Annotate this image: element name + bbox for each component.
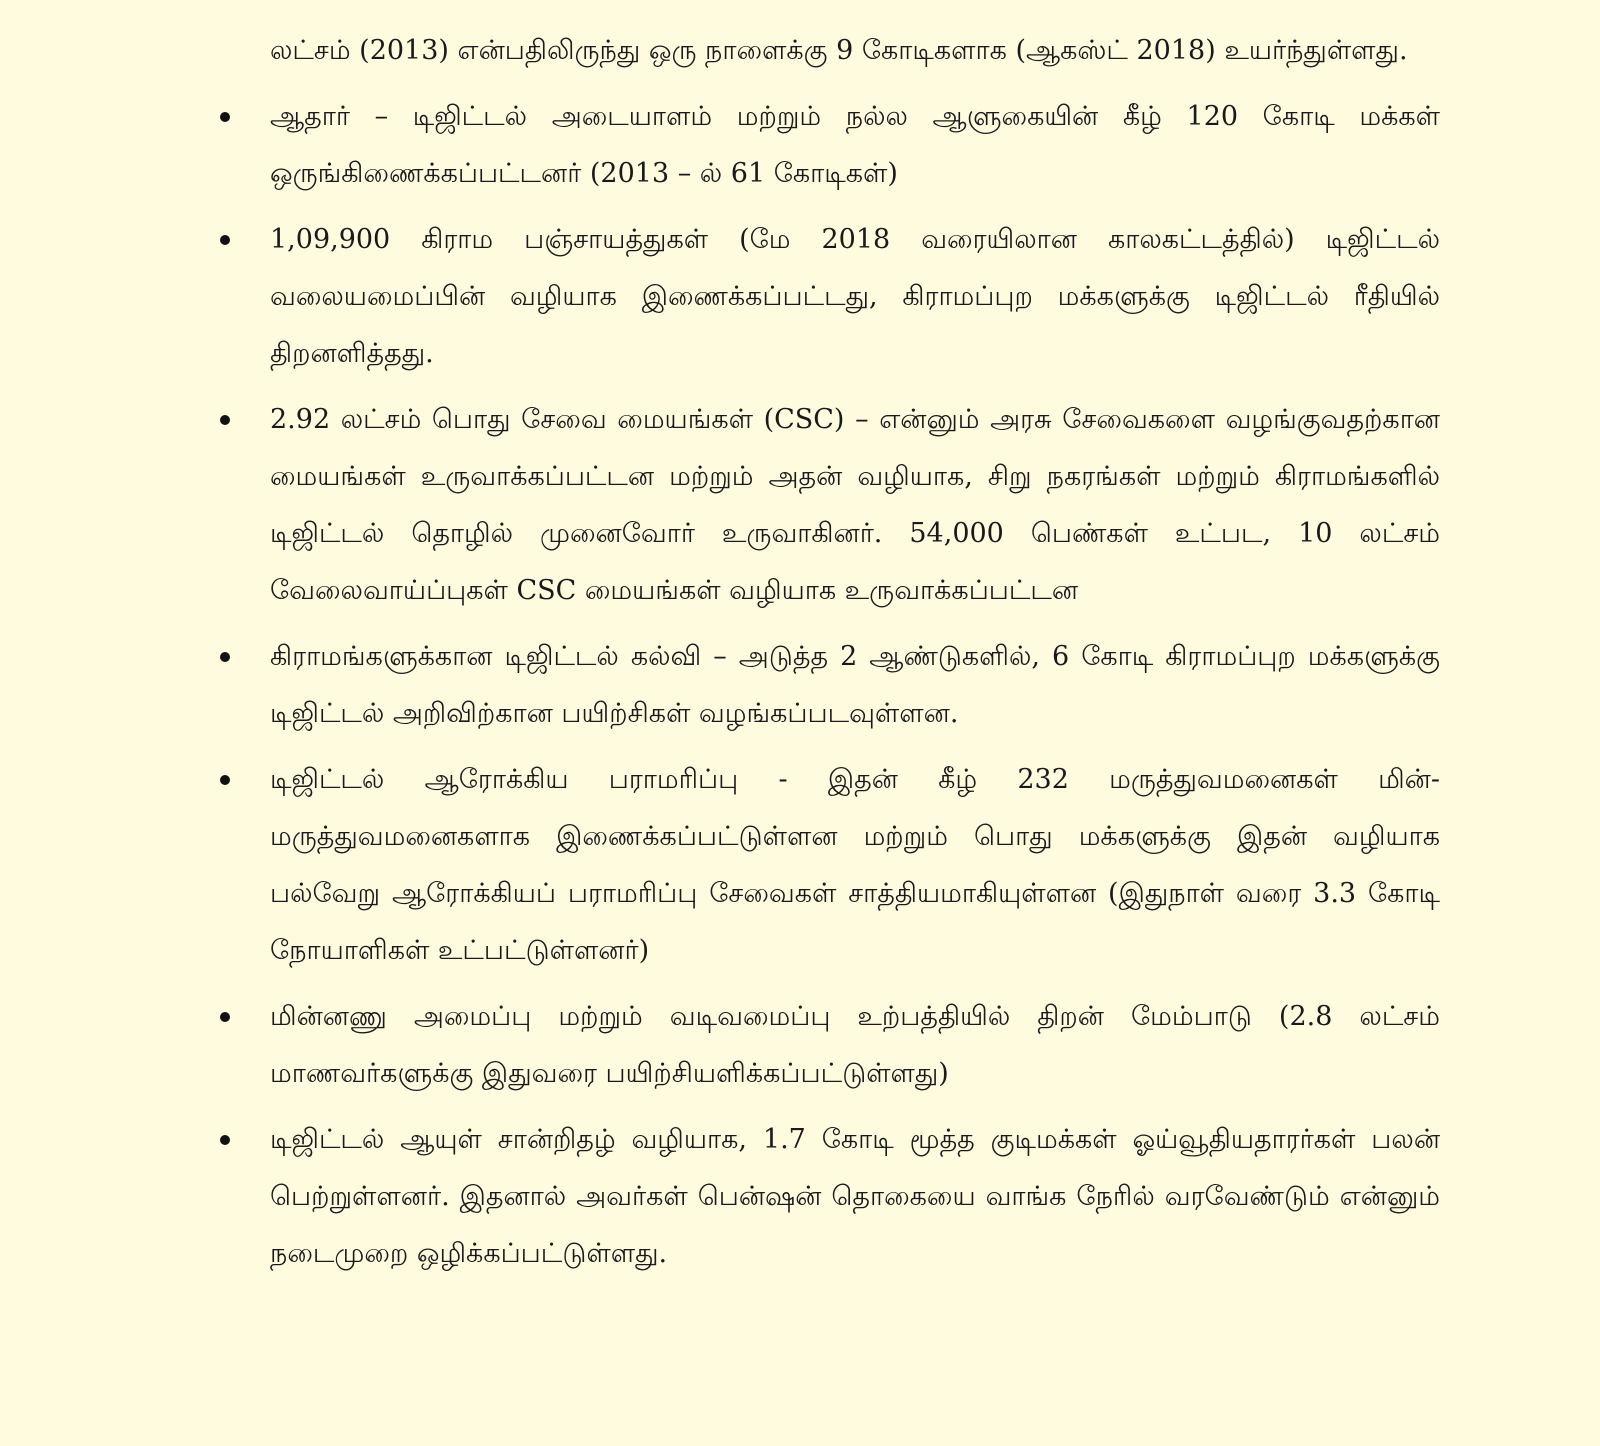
bullet-dot-icon (220, 415, 230, 425)
bullet-dot-icon (220, 235, 230, 245)
bullet-text: 2.92 லட்சம் பொது சேவை மையங்கள் (CSC) – என்னும் அரசு சேவைகளை வழங்குவதற்கான மையங்கள் உருவாக்கப்பட்டன மற்றும் அதன் வழியாக, சிறு நகரங்கள் மற்றும் கிராமங்களில் டிஜிட்டல் தொழில் முனைவோர் உருவாகினர். 54,000 பெண்கள் உட்பட, 10 லட்சம் வேலைவாய்ப்புகள் CSC மையங்கள் வழியாக உருவாக்கப்பட்டன (270, 404, 1440, 606)
bullet-text: ஆதார் – டிஜிட்டல் அடையாளம் மற்றும் நல்ல ஆளுகையின் கீழ் 120 கோடி மக்கள் ஒருங்கிணைக்கப்பட்டனர் (2013 – ல் 61 கோடிகள்) (270, 101, 1440, 189)
bullet-text: கிராமங்களுக்கான டிஜிட்டல் கல்வி – அடுத்த 2 ஆண்டுகளில், 6 கோடி கிராமப்புற மக்களுக்கு டிஜிட்டல் அறிவிற்கான பயிற்சிகள் வழங்கப்படவுள்ளன. (270, 641, 1440, 729)
bullet-dot-icon (220, 775, 230, 785)
bullet-dot-icon (220, 1012, 230, 1022)
bullet-dot-icon (220, 1135, 230, 1145)
bullet-item-gram-panchayat (270, 211, 1440, 382)
bullet-dot-icon (220, 112, 230, 122)
continuation-paragraph: லட்சம் (2013) என்பதிலிருந்து ஒரு நாளைக்கு 9 கோடிகளாக (ஆகஸ்ட் 2018) உயர்ந்துள்ளது. (270, 35, 1408, 66)
bullet-item-life-certificate (270, 1111, 1440, 1282)
bullet-dot-icon (220, 652, 230, 662)
bullet-text: 1,09,900 கிராம பஞ்சாயத்துகள் (மே 2018 வரையிலான காலகட்டத்தில்) டிஜிட்டல் வலையமைப்பின் வழியாக இணைக்கப்பட்டது, கிராமப்புற மக்களுக்கு டிஜிட்டல் ரீதியில் திறனளித்தது. (270, 224, 1440, 369)
bullet-item-digital-health (270, 751, 1440, 979)
bullet-item-csc (270, 391, 1440, 619)
bullet-text: டிஜிட்டல் ஆரோக்கிய பராமரிப்பு - இதன் கீழ் 232 மருத்துவமனைகள் மின்-மருத்துவமனைகளாக இணைக்கப்பட்டுள்ளன மற்றும் பொது மக்களுக்கு இதன் வழியாக பல்வேறு ஆரோக்கியப் பராமரிப்பு சேவைகள் சாத்தியமாகியுள்ளன (இதுநாள் வரை 3.3 கோடி நோயாளிகள் உட்பட்டுள்ளனர்) (270, 764, 1440, 966)
bullet-item-electronics-skills (270, 988, 1440, 1102)
bullet-item-aadhaar (270, 88, 1440, 202)
bullet-list (270, 88, 1440, 1282)
bullet-text: மின்னணு அமைப்பு மற்றும் வடிவமைப்பு உற்பத்தியில் திறன் மேம்பாடு (2.8 லட்சம் மாணவர்களுக்கு இதுவரை பயிற்சியளிக்கப்பட்டுள்ளது) (270, 1001, 1440, 1089)
bullet-item-digital-education (270, 628, 1440, 742)
bullet-text: டிஜிட்டல் ஆயுள் சான்றிதழ் வழியாக, 1.7 கோடி மூத்த குடிமக்கள் ஓய்வூதியதாரர்கள் பலன் பெற்றுள்ளனர். இதனால் அவர்கள் பென்ஷன் தொகையை வாங்க நேரில் வரவேண்டும் என்னும் நடைமுறை ஒழிக்கப்பட்டுள்ளது. (270, 1124, 1440, 1269)
